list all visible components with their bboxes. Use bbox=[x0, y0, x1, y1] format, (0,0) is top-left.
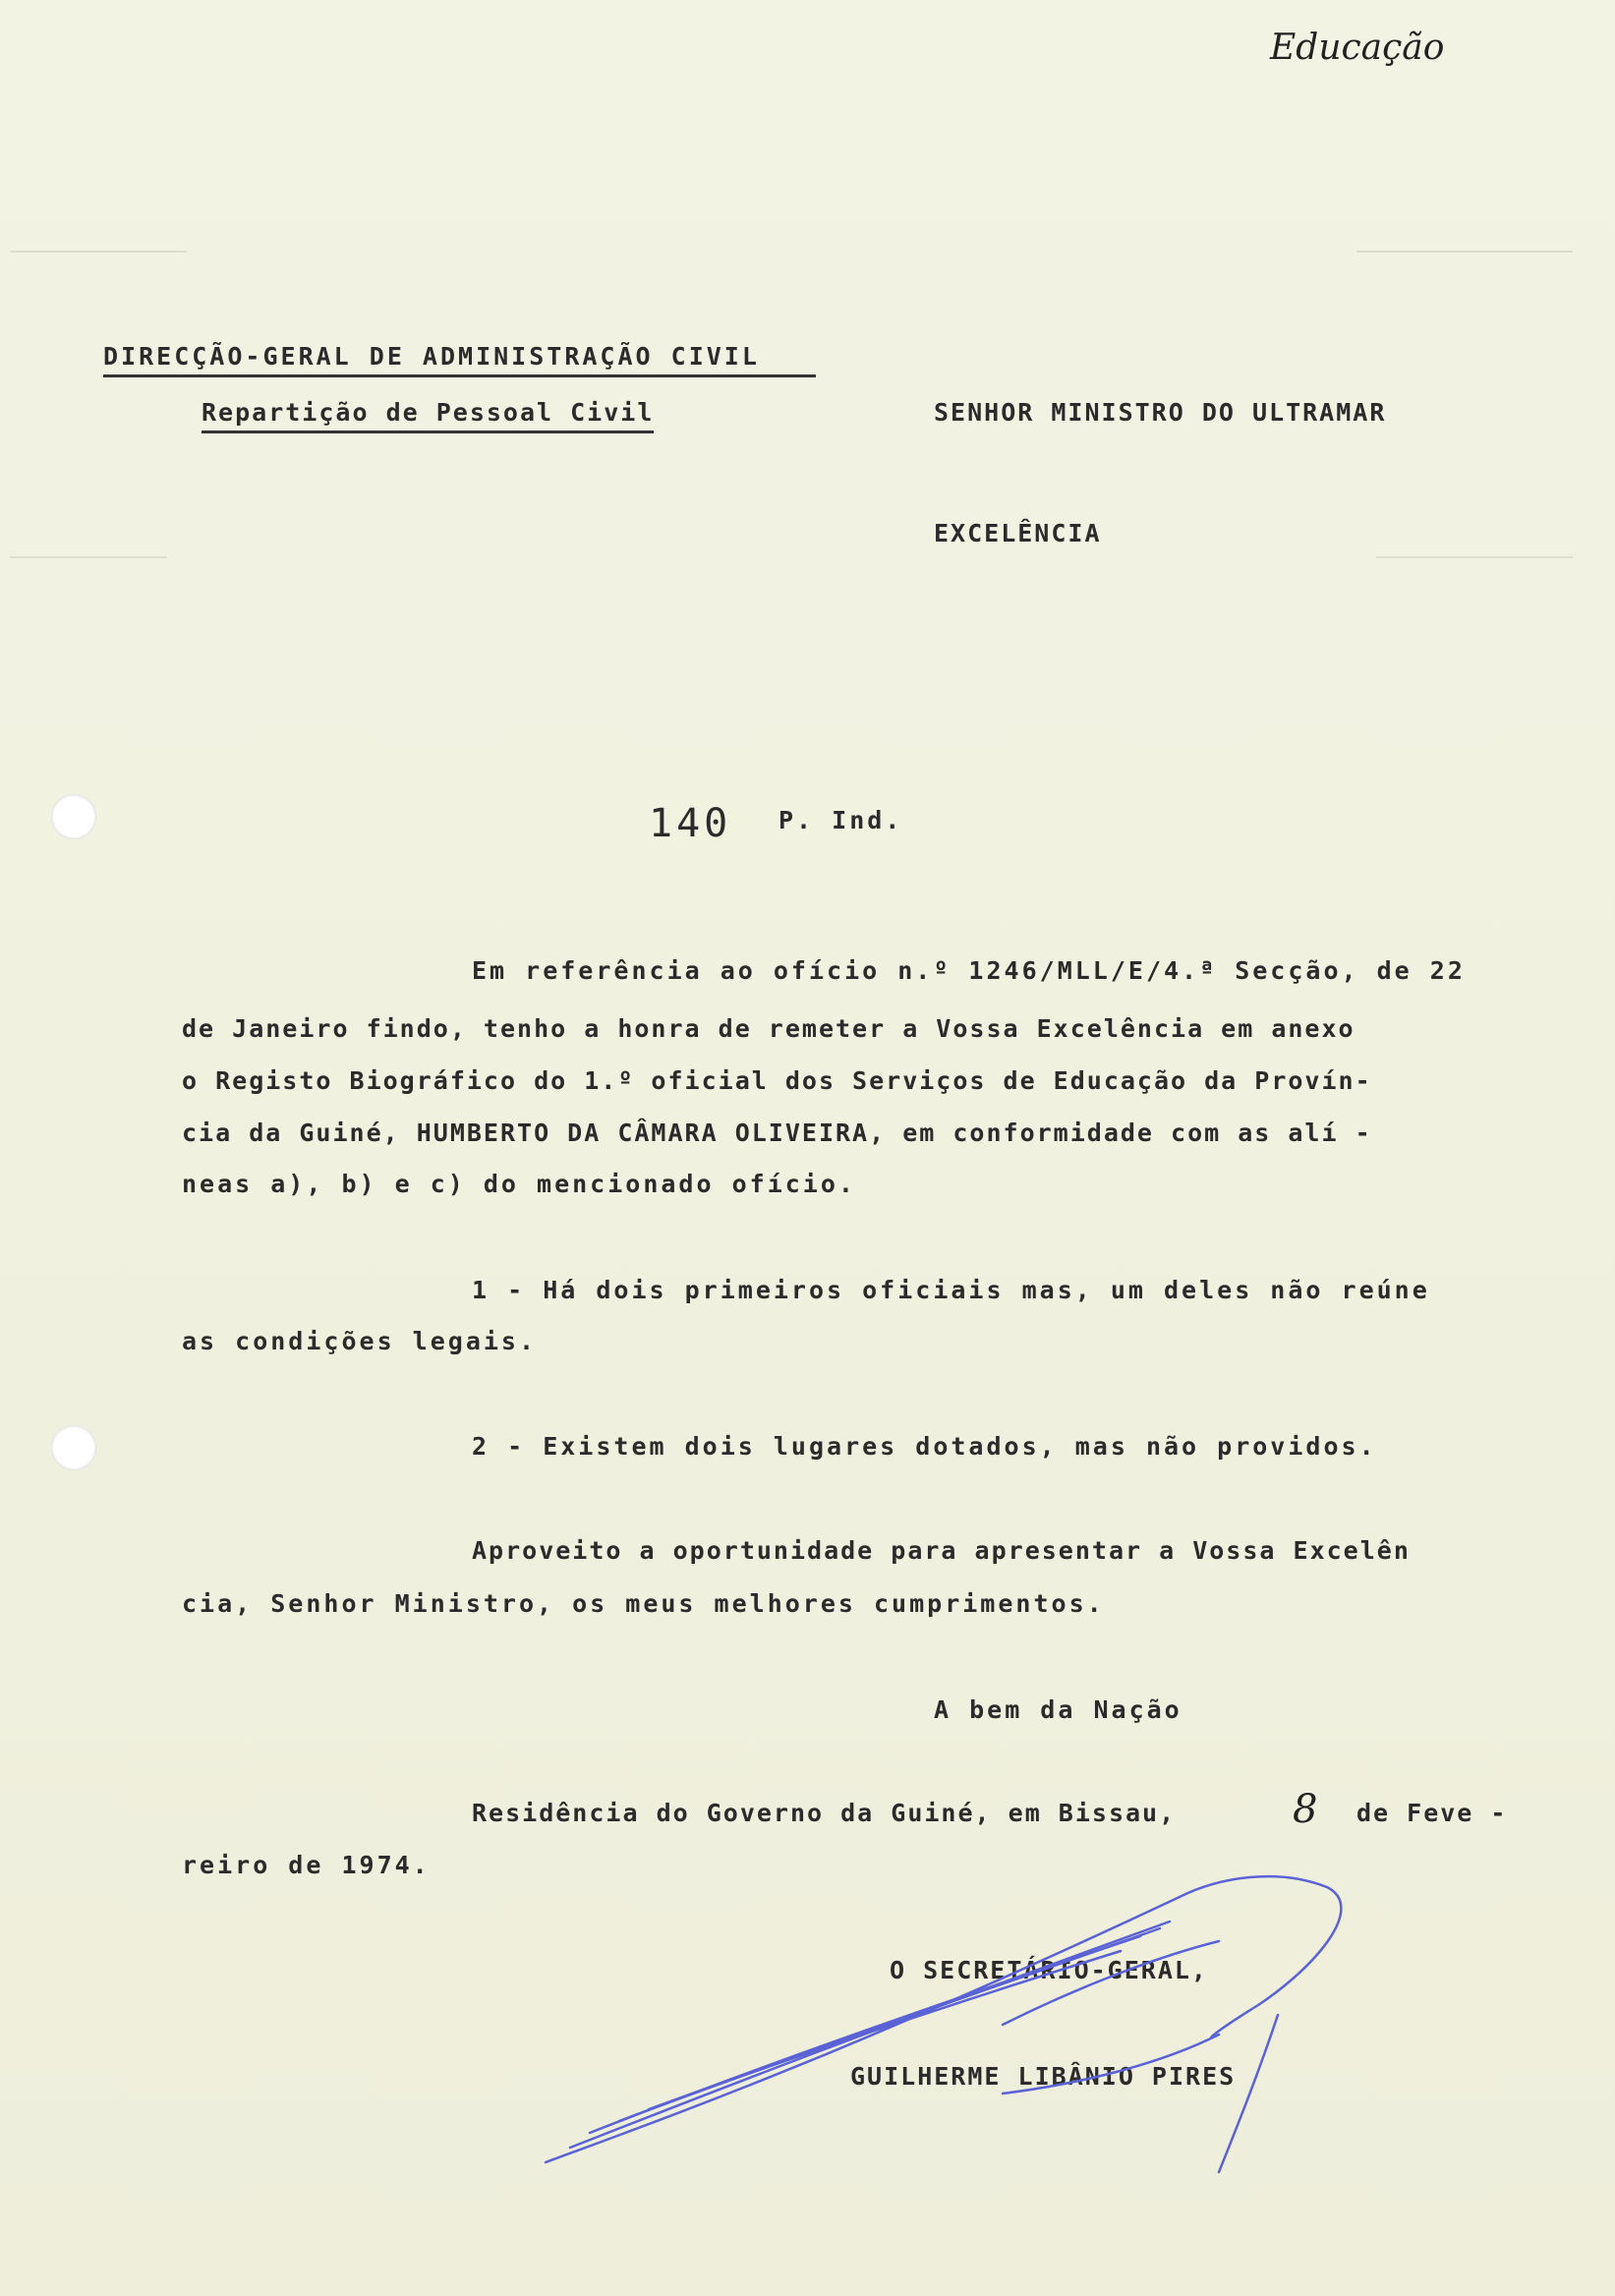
handwritten-signature bbox=[531, 1867, 1415, 2182]
handwritten-annotation: Educação bbox=[1270, 28, 1445, 68]
scan-line bbox=[10, 556, 167, 558]
reference-number: 140 bbox=[649, 801, 732, 846]
paragraph-4-line: Aproveito a oportunidade para apresentar a Vossa Excelên bbox=[472, 1536, 1411, 1565]
paragraph-4-line: cia, Senhor Ministro, os meus melhores cumprimentos. bbox=[182, 1589, 1105, 1618]
paragraph-1-line: cia da Guiné, HUMBERTO DA CÂMARA OLIVEIRA, em conformidade com as alí - bbox=[182, 1119, 1372, 1147]
section-heading: Repartição de Pessoal Civil bbox=[202, 398, 654, 433]
handwritten-day: 8 bbox=[1293, 1787, 1318, 1832]
closing-motto: A bem da Nação bbox=[934, 1695, 1182, 1724]
paragraph-1-line: Em referência ao ofício n.º 1246/MLL/E/4.ª Secção, de 22 bbox=[472, 956, 1466, 985]
scan-line bbox=[10, 251, 187, 253]
paragraph-2-line: 1 - Há dois primeiros oficiais mas, um deles não reúne bbox=[472, 1276, 1430, 1304]
paragraph-3: 2 - Existem dois lugares dotados, mas não providos. bbox=[472, 1432, 1377, 1461]
signatory-title: O SECRETÁRIO-GERAL, bbox=[890, 1956, 1208, 1984]
signatory-name: GUILHERME LIBÂNIO PIRES bbox=[850, 2062, 1237, 2091]
reference-suffix: P. Ind. bbox=[779, 806, 903, 834]
scan-line bbox=[1376, 556, 1573, 558]
punch-hole-bottom bbox=[51, 1425, 96, 1470]
salutation: EXCELÊNCIA bbox=[934, 519, 1102, 547]
punch-hole-top bbox=[51, 794, 96, 839]
paragraph-1-line: de Janeiro findo, tenho a honra de remeter a Vossa Excelência em anexo bbox=[182, 1014, 1355, 1043]
place-date-line: Residência do Governo da Guiné, em Bissau, bbox=[472, 1799, 1177, 1827]
paragraph-1-line: o Registo Biográfico do 1.º oficial dos Serviços de Educação da Provín- bbox=[182, 1066, 1372, 1095]
place-date-line-end: de Feve - bbox=[1356, 1799, 1508, 1827]
department-heading: DIRECÇÃO-GERAL DE ADMINISTRAÇÃO CIVIL bbox=[103, 342, 816, 377]
addressee: SENHOR MINISTRO DO ULTRAMAR bbox=[934, 398, 1387, 427]
paragraph-2-line: as condições legais. bbox=[182, 1327, 538, 1355]
place-date-line-2: reiro de 1974. bbox=[182, 1851, 431, 1879]
paragraph-1-line: neas a), b) e c) do mencionado ofício. bbox=[182, 1170, 856, 1198]
scan-line bbox=[1356, 251, 1573, 253]
